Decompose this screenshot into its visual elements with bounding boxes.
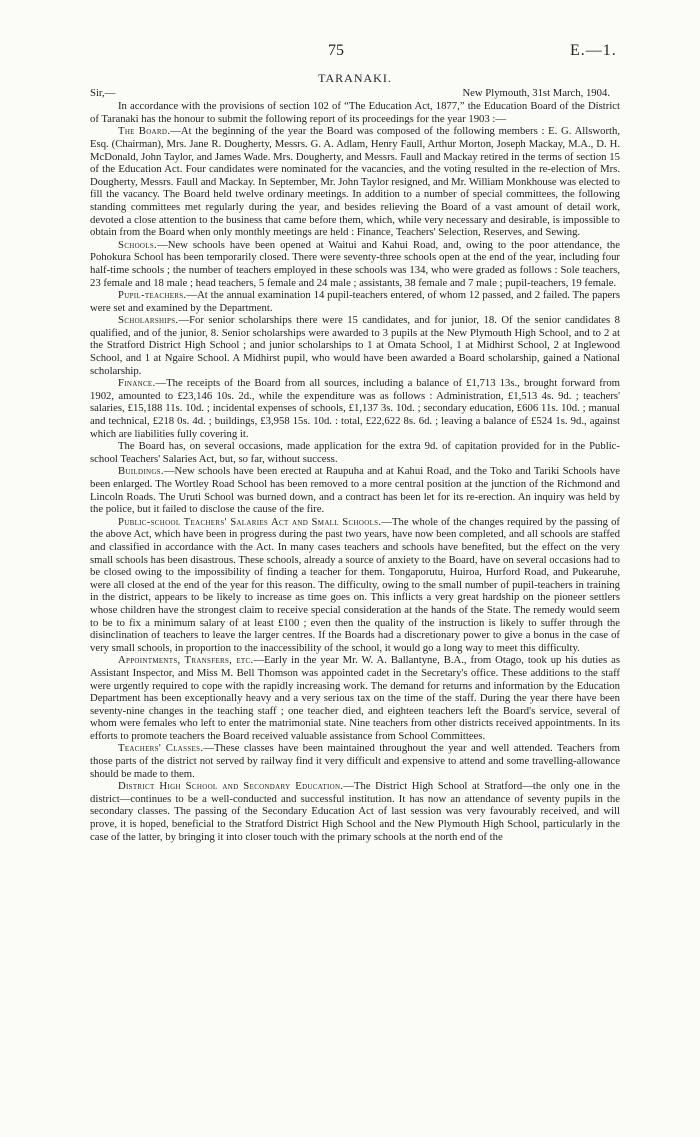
paragraph-schools <box>90 239 620 289</box>
salutation: Sir,— <box>90 86 116 99</box>
paragraph-appointments <box>90 654 620 742</box>
page-number: 75 <box>328 42 344 59</box>
paragraph-heading: Buildings. <box>118 465 164 478</box>
paragraph-heading: Scholarships. <box>118 314 179 327</box>
paragraph-board <box>90 125 620 238</box>
page-header <box>0 42 700 62</box>
paragraph-text: —At the annual examination 14 pupil-teachers entered, of whom 12 passed, and 2 failed. The papers were set and examined by the Department. <box>90 289 620 314</box>
paragraph-heading: Pupil-teachers. <box>118 289 187 302</box>
paragraph-heading: Schools. <box>118 238 158 251</box>
paragraph-heading: Finance. <box>118 377 156 390</box>
paragraph-salaries-act <box>90 516 620 655</box>
report-body <box>90 72 620 843</box>
paragraph-text: —New schools have been erected at Raupuha and at Kahui Road, and the Toko and Tariki Schools have been enlarged. The Wortley Road School has been removed to a more central position at the junction of the Richmond and Lincoln Roads. The Uruti School was burned down, and a contract has been let for its re-erection. An inquiry was held by the police, but it failed to disclose the cause of the fire. <box>90 465 620 516</box>
paragraph-text: —The whole of the changes required by the passing of the above Act, which have been in progress during the past two years, have now been completed, and all schools are staffed and classified in accordance with the Act. In many cases teachers and schools have benefited, but the effect on the very small schools has been disastrous. These schools, already a source of anxiety to the Board, have on several occasions had to be closed owing to the impossibility of finding a teacher for them. Tongaporutu, Huiroa, Hurford Road, and Pukearuhe, were all closed at the end of the year for this reason. The difficulty, owing to the small number of pupil-teachers in training in the district, appears to be likely to increase as time goes on. This inflicts a very great hardship on the pioneer settlers whose children have the strongest claim to receive special consideration at the hands of the State. The remedy would seem to be to fix a minimum salary of at least £100 ; even then the quality of the instruction is likely to suffer through the disinclination of teachers to leave the larger centres. If the Boards had a discretionary power to give a bonus in the case of very small schools, in proportion to the inaccessibility of the school, it would go a long way to meet this difficulty. <box>90 515 620 654</box>
section-title: TARANAKI. <box>318 71 392 85</box>
place-date: New Plymouth, 31st March, 1904. <box>462 86 610 99</box>
paragraph-heading: Appointments, Transfers, etc. <box>118 654 254 667</box>
paragraph-pupil-teachers <box>90 289 620 314</box>
paragraph-text: —At the beginning of the year the Board was composed of the following members : E. G. Allsworth, Esq. (Chairman), Mrs. Jane R. Dougherty, Messrs. G. A. Adlam, Henry Faull, Arthur Morton, Joseph Mackay, M.A., D. H. McDonald, John Taylor, and James Wade. Mrs. Dougherty, and Messrs. Faull and Mackay retired in the terms of section 15 of the Education Act. Four candidates were nominated for the vacancies, and the voting resulted in the re-election of Mrs. Dougherty, Messrs. Faull and Mackay. In September, Mr. John Taylor resigned, and Mr. William Monkhouse was elected to fill the vacancy. The Board held twelve ordinary meetings. In addition to a number of special committees, the following standing committees met regularly during the year, and besides relieving the Board of a vast amount of detail work, devoted a close attention to the business that came before them, which, while very necessary and desirable, is impossible to obtain from the Board when only monthly meetings are held : Finance, Teachers' Selection, Reserves, and Sewing. <box>90 125 620 239</box>
paragraph-text: In accordance with the provisions of section 102 of “The Education Act, 1877,” the Education Board of the District of Taranaki has the honour to submit the following report of its proceedings for the year 1903 :— <box>90 100 620 125</box>
paragraph-buildings <box>90 465 620 515</box>
paragraph-district-high-school <box>90 780 620 843</box>
paragraph-heading: The Board. <box>118 125 171 138</box>
document-reference: E.—1. <box>570 42 617 59</box>
paragraph-text: The Board has, on several occasions, made application for the extra 9d. of capitation provided for in the Public-school Teachers' Salaries Act, but, so far, without success. <box>90 440 620 465</box>
paragraph-intro <box>90 100 620 125</box>
paragraph-capitation <box>90 440 620 465</box>
paragraph-text: —Early in the year Mr. W. A. Ballantyne, B.A., from Otago, took up his duties as Assistant Inspector, and Miss M. Bell Thomson was appointed cadet in the Secretary's office. These additions to the staff were urgently required to cope with the rapidly increasing work. The demand for returns and information by the Education Department has been exceptionally heavy and a very serious tax on the time of the staff. During the year there have been seventy-nine changes in the teaching staff ; one teacher died, and eighteen teachers left the Board's service, several of whom were females who left to enter the matrimonial state. Nine teachers from other districts received appointments. In its efforts to promote teachers the Board received valuable assistance from School Committees. <box>90 654 620 742</box>
paragraph-finance <box>90 377 620 440</box>
paragraph-text: —New schools have been opened at Waitui and Kahui Road, and, owing to the poor attendance, the Pohokura School has been temporarily closed. There were seventy-three schools open at the end of the year, including four half-time schools ; the number of teachers employed in these schools was 134, who were graded as follows : Sole teachers, 23 female and 18 male ; head teachers, 5 female and 24 male ; assistants, 38 female and 7 male ; pupil-teachers, 19 female. <box>90 238 620 289</box>
paragraph-text: —The District High School at Stratford—the only one in the district—continues to be a well-conducted and successful institution. It has now an attendance of seventy pupils in the secondary classes. The passing of the Secondary Education Act of last session was very favourably received, and will prove, it is hoped, beneficial to the Stratford District High School and the New Plymouth High School, particularly in the case of the latter, by bringing it into closer touch with the primary schools at the north end of the <box>90 780 620 843</box>
paragraph-scholarships <box>90 314 620 377</box>
paragraph-heading: District High School and Secondary Education. <box>118 780 344 793</box>
paragraph-teachers-classes <box>90 742 620 780</box>
paragraph-heading: Public-school Teachers' Salaries Act and Small Schools. <box>118 515 382 528</box>
salutation-line <box>90 87 620 100</box>
paragraph-heading: Teachers' Classes. <box>118 742 204 755</box>
paragraph-text: —For senior scholarships there were 15 candidates, and for junior, 18. Of the senior candidates 8 qualified, and of the junior, 8. Senior scholarships were awarded to 3 pupils at the New Plymouth High School, and to 2 at the Stratford District High School ; and junior scholarships to 1 at Omata School, 1 at Midhirst School, 2 at Inglewood School, and 1 at Ngaire School. A Midhirst pupil, who would have been awarded a Board scholarship, gained a National scholarship. <box>90 314 620 377</box>
paragraph-text: —These classes have been maintained throughout the year and well attended. Teachers from those parts of the district not served by railway find it very difficult and expensive to attend and some travelling-allowance should be made to them. <box>90 742 620 780</box>
paragraph-text: —The receipts of the Board from all sources, including a balance of £1,713 13s., brought forward from 1902, amounted to £23,146 10s. 2d., while the expenditure was as follows : Administration, £1,513 4s. 9d. ; teachers' salaries, £15,188 11s. 10d. ; incidental expenses of schools, £1,137 3s. 10d. ; secondary education, £606 11s. 10d. ; manual and technical, £218 0s. 4d. ; buildings, £3,958 15s. 10d. : total, £22,622 8s. 6d. ; leaving a balance of £524 1s. 9d., against which are liabilities fully covering it. <box>90 377 620 440</box>
